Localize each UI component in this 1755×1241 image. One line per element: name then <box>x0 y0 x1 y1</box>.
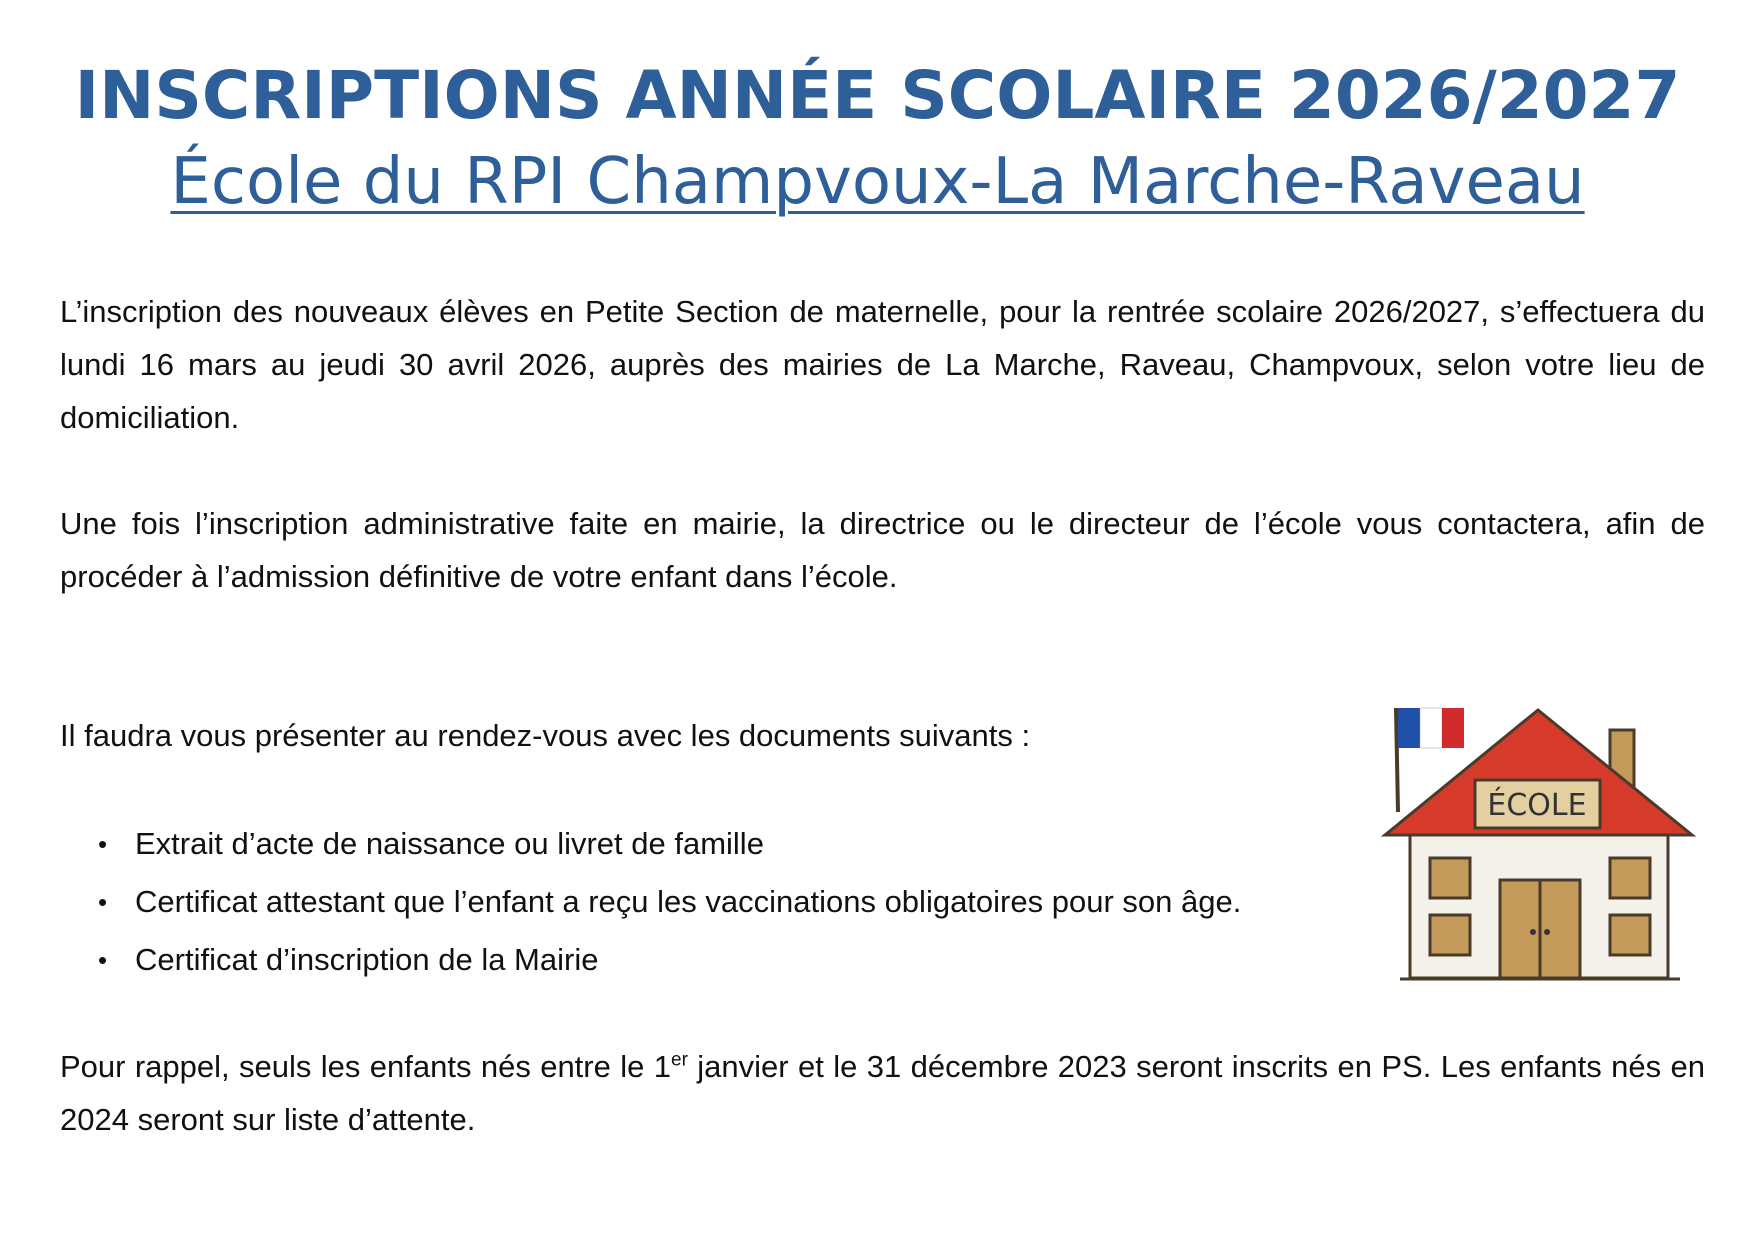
reminder-text-start: Pour rappel, seuls les enfants nés entre le 1 <box>60 1049 671 1084</box>
bullet-icon: • <box>98 887 108 917</box>
list-item <box>60 815 1380 873</box>
window <box>1430 858 1470 898</box>
window <box>1430 915 1470 955</box>
document-label: Extrait d’acte de naissance ou livret de famille <box>135 826 764 861</box>
bullet-icon: • <box>98 829 108 859</box>
school-house-icon <box>1380 700 1700 990</box>
list-item <box>60 931 1380 989</box>
bullet-icon: • <box>98 945 108 975</box>
school-sign-text: ÉCOLE <box>1487 788 1587 823</box>
subtitle-text: École du RPI Champvoux-La Marche-Raveau <box>170 145 1585 219</box>
flag-pole <box>1396 708 1398 812</box>
documents-intro: Il faudra vous présenter au rendez-vous avec les documents suivants : <box>60 718 1031 753</box>
page-title: INSCRIPTIONS ANNÉE SCOLAIRE 2026/2027 <box>74 57 1681 134</box>
contact-paragraph: Une fois l’inscription administrative faite en mairie, la directrice ou le directeur de l’école vous contactera, afin de procéder à l’admission définitive de votre enfant dans l’école. <box>60 506 1705 594</box>
window <box>1610 858 1650 898</box>
enrollment-paragraph: L’inscription des nouveaux élèves en Petite Section de maternelle, pour la rentrée scolaire 2026/2027, s’effectuera du lundi 16 mars au jeudi 30 avril 2026, auprès des mairies de La Marche, Raveau, Champvoux, selon votre lieu de domiciliation. <box>60 294 1705 435</box>
window <box>1610 915 1650 955</box>
flag-red-band <box>1442 708 1464 748</box>
flag-white-band <box>1420 708 1442 748</box>
ordinal-superscript: er <box>671 1049 688 1071</box>
documents-list <box>60 815 1380 989</box>
page-subtitle <box>0 142 1755 222</box>
list-item <box>60 873 1380 931</box>
flag-blue-band <box>1398 708 1420 748</box>
reminder-paragraph <box>60 1040 1705 1146</box>
document-label: Certificat attestant que l’enfant a reçu les vaccinations obligatoires pour son âge. <box>135 884 1242 919</box>
document-label: Certificat d’inscription de la Mairie <box>135 942 599 977</box>
door-knob <box>1544 929 1550 935</box>
reminder-text-end: janvier et le 31 décembre 2023 seront inscrits en PS. Les enfants nés en 2024 seront sur liste d’attente. <box>60 1049 1705 1137</box>
door-knob <box>1530 929 1536 935</box>
